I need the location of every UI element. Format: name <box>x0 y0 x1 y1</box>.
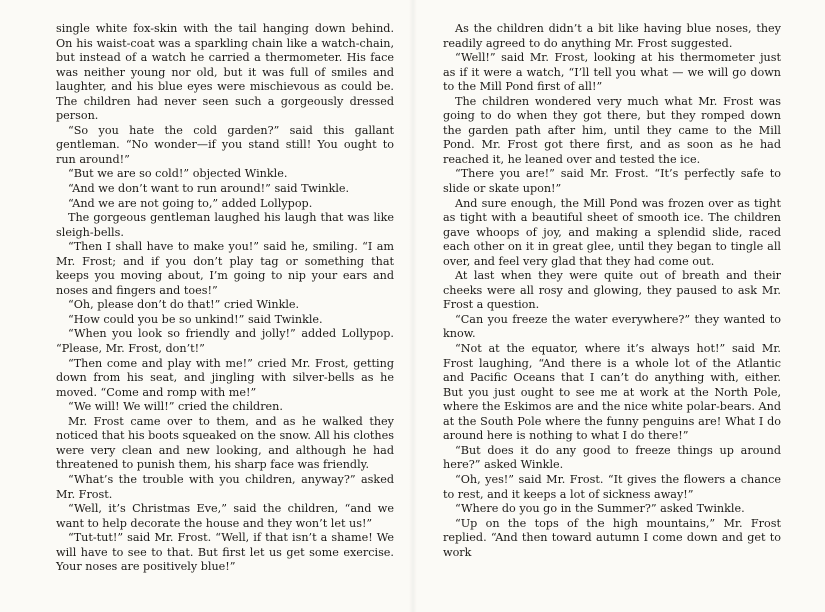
paragraph: “There you are!” said Mr. Frost. “It’s perfectly safe to slide or skate upon!” <box>443 167 781 196</box>
paragraph: “Where do you go in the Summer?” asked Twinkle. <box>455 502 745 516</box>
paragraph: “We will! We will!” cried the children. <box>68 400 283 414</box>
paragraph: “So you hate the cold garden?” said this gallant gentleman. “No wonder—if you stand still! You ought to run around!” <box>56 123 394 166</box>
paragraph: “Well!” said Mr. Frost, looking at his thermometer just as if it were a watch, “I’ll tell you what — we will go down to the Mill Pond first of all!” <box>443 51 781 94</box>
paragraph: “Oh, yes!” said Mr. Frost. “It gives the flowers a chance to rest, and it keeps a lot of sickness away!” <box>443 472 781 501</box>
book-gutter <box>409 0 417 612</box>
paragraph: “What’s the trouble with you children, anyway?” asked Mr. Frost. <box>56 472 394 501</box>
paragraph: “How could you be so unkind!” said Twinkle. <box>68 312 323 326</box>
paragraph: “When you look so friendly and jolly!” added Lollypop. “Please, Mr. Frost, don’t!” <box>56 327 394 356</box>
paragraph: “Not at the equator, where it’s always hot!” said Mr. Frost laughing, “And there is a whole lot of the Atlantic and Pacific Oceans that I can’t do anything with, either. But you just ought to see me at work at the North Pole, where the Eskimos are and the nice white polar-bears. And at the South Pole where the funny penguins are! What I do around here is nothing to what I do there!” <box>443 342 781 443</box>
left-page <box>56 22 394 575</box>
paragraph: “Oh, please don’t do that!” cried Winkle. <box>68 298 300 312</box>
paragraph: As the children didn’t a bit like having blue noses, they readily agreed to do anything Mr. Frost suggested. <box>443 22 781 50</box>
paragraph: “And we don’t want to run around!” said Twinkle. <box>68 182 350 196</box>
paragraph: “Can you freeze the water everywhere?” they wanted to know. <box>443 312 781 341</box>
paragraph: “Well, it’s Christmas Eve,” said the children, “and we want to help decorate the house and they won’t let us!” <box>56 502 394 530</box>
paragraph: “Then I shall have to make you!” said he, smiling. “I am Mr. Frost; and if you don’t play tag or something that keeps you moving about, I’m going to nip your ears and noses and fingers and toes!” <box>56 240 394 297</box>
paragraph: “And we are not going to,” added Lollypop. <box>68 196 313 210</box>
paragraph: “But we are so cold!” objected Winkle. <box>68 167 288 181</box>
right-page <box>443 22 781 560</box>
paragraph: And sure enough, the Mill Pond was frozen over as tight as tight with a beautiful sheet of smooth ice. The children gave whoops of joy, and making a splendid slide, raced each other on it in great glee, until they began to tingle all over, and feel very glad that they had come out. <box>443 196 781 268</box>
paragraph: At last when they were quite out of breath and their cheeks were all rosy and glowing, they paused to ask Mr. Frost a question. <box>443 269 781 312</box>
paragraph: “Then come and play with me!” cried Mr. Frost, getting down from his seat, and jingling with silver-bells as he moved. “Come and romp with me!” <box>56 356 394 399</box>
paragraph: The children wondered very much what Mr. Frost was going to do when they got there, but they romped down the garden path after him, until they came to the Mill Pond. Mr. Frost got there first, and as soon as he had reached it, he leaned over and tested the ice. <box>443 94 781 166</box>
paragraph: “But does it do any good to freeze things up around here?” asked Winkle. <box>443 443 781 472</box>
paragraph: “Up on the tops of the high mountains,” Mr. Frost replied. “And then toward autumn I come down and get to work <box>443 516 781 559</box>
paragraph: Mr. Frost came over to them, and as he walked they noticed that his boots squeaked on the snow. All his clothes were very clean and new looking, and although he had threatened to punish them, his sharp face was friendly. <box>56 414 394 472</box>
paragraph: single white fox-skin with the tail hanging down behind. On his waist-coat was a sparkling chain like a watch-chain, but instead of a watch he carried a thermometer. His face was neither young nor old, but it was full of smiles and laughter, and his blue eyes were mischievous as could be. The children had never seen such a gorgeously dressed person. <box>56 22 394 123</box>
paragraph: The gorgeous gentleman laughed his laugh that was like sleigh-bells. <box>56 211 394 239</box>
paragraph: “Tut-tut!” said Mr. Frost. “Well, if that isn’t a shame! We will have to see to that. But first let us get some exercise. Your noses are positively blue!” <box>56 531 394 574</box>
